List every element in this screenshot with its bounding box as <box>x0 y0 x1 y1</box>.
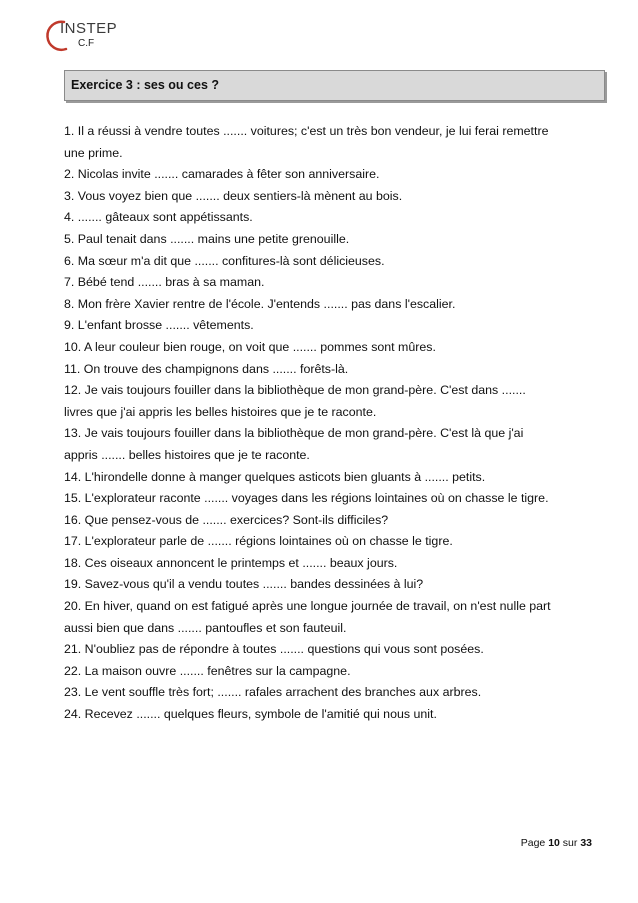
list-item: 8. Mon frère Xavier rentre de l'école. J'entends ....... pas dans l'escalier. <box>64 296 456 311</box>
list-item: 12. Je vais toujours fouiller dans la bibliothèque de mon grand-père. C'est dans ....... <box>64 383 526 398</box>
list-item: 24. Recevez ....... quelques fleurs, symbole de l'amitié qui nous unit. <box>64 707 437 722</box>
list-item: 18. Ces oiseaux annoncent le printemps et ....... beaux jours. <box>64 555 398 570</box>
list-item: 5. Paul tenait dans ....... mains une petite grenouille. <box>64 231 350 246</box>
logo <box>44 16 154 56</box>
list-item: 21. N'oubliez pas de répondre à toutes ....... questions qui vous sont posées. <box>64 642 484 657</box>
list-item: 13. Je vais toujours fouiller dans la bibliothèque de mon grand-père. C'est là que j'ai <box>64 426 524 441</box>
list-item: 22. La maison ouvre ....... fenêtres sur la campagne. <box>64 663 351 678</box>
list-item: 1. Il a réussi à vendre toutes ....... voitures; c'est un très bon vendeur, je lui ferai remettre <box>64 124 549 138</box>
list-item: 15. L'explorateur raconte ....... voyages dans les régions lointaines où on chasse le tigre. <box>64 491 549 506</box>
list-item: 3. Vous voyez bien que ....... deux sentiers-là mènent au bois. <box>64 188 403 203</box>
list-item: 11. On trouve des champignons dans ....... forêts-là. <box>64 361 349 376</box>
list-item: 9. L'enfant brosse ....... vêtements. <box>64 318 254 333</box>
list-item: 7. Bébé tend ....... bras à sa maman. <box>64 275 265 290</box>
list-item: 19. Savez-vous qu'il a vendu toutes ....... bandes dessinées à lui? <box>64 577 424 592</box>
list-item: 20. En hiver, quand on est fatigué après une longue journée de travail, on n'est nulle part <box>64 599 551 614</box>
list-item: 16. Que pensez-vous de ....... exercices? Sont-ils difficiles? <box>64 512 389 527</box>
list-item: 23. Le vent souffle très fort; ....... rafales arrachent des branches aux arbres. <box>64 685 482 700</box>
logo-text: INSTEP <box>60 20 118 37</box>
list-item: une prime. <box>64 145 123 160</box>
page-word: Page <box>520 837 546 849</box>
list-item: 17. L'explorateur parle de ....... régions lointaines où on chasse le tigre. <box>64 534 453 549</box>
list-item: 2. Nicolas invite ....... camarades à fêter son anniversaire. <box>64 167 380 182</box>
list-item: aussi bien que dans ....... pantoufles et son fauteuil. <box>64 620 347 635</box>
list-item: 10. A leur couleur bien rouge, on voit que ....... pommes sont mûres. <box>64 339 436 354</box>
page-footer <box>521 837 592 849</box>
exercise-title: Exercice 3 : ses ou ces ? <box>71 78 220 92</box>
exercise-header <box>64 70 605 101</box>
list-item: 14. L'hirondelle donne à manger quelques asticots bien gluants à ....... petits. <box>64 469 486 484</box>
page-number: 10 <box>548 837 560 849</box>
list-item: 4. ....... gâteaux sont appétissants. <box>64 210 253 225</box>
list-item: livres que j'ai appris les belles histoires que je te raconte. <box>64 404 377 419</box>
sentence-list <box>64 121 609 726</box>
of-word: sur <box>562 837 578 849</box>
list-item: appris ....... belles histoires que je te raconte. <box>64 447 310 462</box>
total-pages: 33 <box>580 837 592 849</box>
list-item: 6. Ma sœur m'a dit que ....... confitures-là sont délicieuses. <box>64 253 385 268</box>
logo-subtitle: C.F <box>78 38 95 49</box>
